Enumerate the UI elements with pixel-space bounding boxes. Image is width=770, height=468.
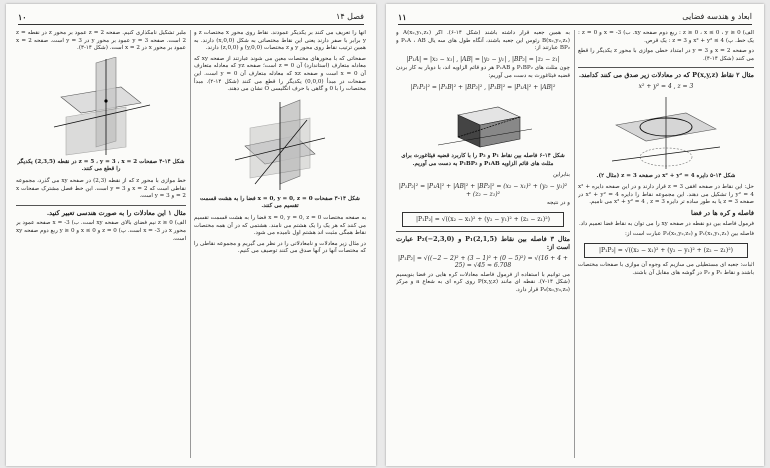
paragraph: چون مثلث های P₁BP₂ و P₁AB هر دو قائم الزاویه اند، با دوبار به کار بردن قضیه فیثاغورث به دست می آوریم: [396, 65, 570, 79]
paragraph: به صفحه مختصات x = 0, y = 0, z = 0 فضا را به هشت قسمت تقسیم می کنند که هر یک را یک هشتم می نامند. هشتمی که در آن همه مختصات نقاط همگی مثبت اند هشتم اول نامیده می شود. [194, 214, 366, 237]
figure-box-pythagoras [428, 95, 538, 151]
divider [16, 205, 186, 206]
equation: |P₁P₂|² = |P₁B|² + |BP₂|² , |P₁B|² = |P₁A|² + |AB|² [410, 83, 556, 91]
divider [396, 231, 570, 232]
page-header [18, 12, 364, 25]
figure-caption: شکل ۱۴-۴ صفحات z = 5 ، y = 3 ، x = 2 در نقطه (2,3,5) یکدیگر را قطع می کنند. [17, 158, 185, 173]
figure-three-planes [46, 57, 156, 157]
figure-caption: شکل ۱۴-۳ صفحات x = 0, y = 0, z = 0 فضا را به هشت قسمت تقسیم می کنند. [200, 195, 360, 210]
example-heading: مثال ۲ نقاط P(x,y,z) که در معادلات زیر صدق می کنند کدامند. [578, 71, 754, 80]
paragraph: حل: این نقاط در صفحه افقی z = 3 قرار دارند و در این صفحه دایره x² + y² = 4 را تشکیل می دهند. این مجموعه نقاط را دایره x² + y² = 4 در صفحه z = 3 یا به طور ساده تر دایره x² + y² = 4 , z = 3 می نامیم. [578, 184, 754, 206]
paragraph: صفحاتی که با محورهای مختصات معین می شوند عبارتند از صفحه xy که معادله متعارف (استاندارد) آن z = 0 است؛ صفحه yz که معادله متعارف آن x = 0 است و صفحه xz که معادله متعارف آن y = 0 است. این صفحات در مبدأ (0,0,0) یکدیگر را قطع می کنند (شکل ۱۴-۲). مبدأ مختصات را با 0 و گاهی با حرف انگلیسی O نشان می دهند. [194, 55, 366, 93]
example-heading: مثال ۳ فاصله بین نقاط P₁(2,1,5) و P₂(−2,3,0) عبارت است از: [396, 235, 570, 251]
divider [578, 67, 754, 68]
chapter-title: ابعاد و هندسه فضایی [682, 12, 752, 21]
equation: |P₁P₂|² = |P₁A|² + |AB|² + |BP₂|² = (x₂ − x₁)² + (y₂ − y₁)² + (z₂ − z₁)² [398, 182, 568, 198]
paragraph: اثبات: جعبه ای مستطیلی می سازیم که وجوه آن موازی با صفحات مختصات باشند و نقاط P₁ و P₂ در گوشه های مقابل آن باشند. [578, 262, 754, 276]
text-column [194, 30, 366, 460]
paragraph: ملبر تشکیل نامکذاری کنیم. صفحه z = 2 عمود بر محور z در نقطه z = 2 است. صفحه y = 3 عمود بر محور y در y = 3 است. صفحه x = 2 عمود بر محور x در x = 2 است. (شکل ۱۴-۳). [16, 30, 186, 52]
paragraph: الف) z ≥ 0 ، x ≤ 0 ، y ≥ 0 : ربع دوم صفحه xy. ب) x = -3 و z = 0 : یک خط. پ) x² + y² ≤ 4 و z = 3 : یک قرص. [578, 30, 754, 44]
equation: |P₁A| = |x₂ − x₁| , |AB| = |y₂ − y₁| , |BP₂| = |z₂ − z₁| [406, 55, 560, 63]
page-number: ۱۱ [398, 12, 407, 22]
right-page [386, 4, 764, 466]
figure-caption: شکل ۱۴-۶ فاصله بین نقاط P₁ و P₂ را با کاربرد قضیه فیثاغورث برای مثلث های قائم الزاویه P₁AB و P₁BP₂ به دست می آوریم. [401, 153, 565, 167]
paragraph: بنابراین [553, 172, 570, 179]
paragraph: به همین جعبه قرار داشته باشند (شکل ۱۴-۶). اگر A(x₂,y₁,z₁) و B(x₂,y₂,z₁) رئوس این جعبه باشند، آنگاه طول های سه یال P₁A ، AB و BP₂ عبارتند از: [396, 30, 570, 52]
paragraph: و در نتیجه [547, 200, 570, 207]
paragraph: می توانیم با استفاده از فرمول فاصله معادلات کره هایی در فضا بنویسیم (شکل ۱۴-۷). نقطه ای مانند P(x,y,z) روی کره ای به شعاع a و مرکز P₀(x₀,y₀,z₀) قرار دارد. [396, 271, 570, 293]
page-number: ۱۰ [18, 12, 27, 22]
paragraph: در مثال زیر معادلات و نامعادلاتی را در نظر می گیریم و مجموعه نقاطی را که مختصات آنها در آنها صدق می کنند توصیف می کنیم. [194, 240, 366, 255]
figure-coordinate-planes [225, 98, 335, 194]
text-column [396, 30, 570, 460]
figure-caption: شکل ۱۴-۵ دایره x² + y² = 4 در صفحه z = 3 (مثال ۲). [596, 172, 736, 179]
example-heading: مثال ۱ این معادلات را به صورت هندسی تعبیر کنید. [46, 208, 186, 217]
left-page [6, 4, 376, 466]
page-header [398, 12, 752, 25]
column-divider [574, 30, 575, 458]
equation: x² + y² = 4 , z = 3 [638, 82, 694, 90]
paragraph: فرمول فاصله بین دو نقطه در صفحه xy را می توان به نقاط فضا تعمیم داد. [578, 220, 754, 227]
paragraph: الف) z ≥ 0 نیم فضای بالای صفحه xy است. ب) x = -3 صفحه عمود بر محور x در x = -3 است. پ) z = 0 و x ≤ 0 و y ≥ 0 ربع دوم صفحه xy است. [16, 220, 186, 242]
paragraph: دو صفحه x = 2 و y = 3 در امتداد خطی موازی با محور z یکدیگر را قطع می کنند (شکل ۱۴-۴). [578, 48, 754, 62]
chapter-title: فصل ۱۴ [336, 12, 364, 21]
text-column [578, 30, 754, 460]
paragraph: آنها را تعریف می کنند بر یکدیگر عمودند. نقاط روی محور x مختصات z و y برابر با صفر دارند یعنی این نقاط مختصاتی به شکل (x,0,0) دارند. به همین ترتیب نقاط روی محور y و z مختصات (0,y,0) و (0,0,z) دارند. [194, 30, 366, 52]
column-divider [190, 30, 191, 458]
distance-formula-box: |P₁P₂| = √((x₂ − x₁)² + (y₂ − y₁)² + (z₂ − z₁)²) [584, 243, 748, 259]
distance-formula-box: |P₁P₂| = √((x₂ − x₁)² + (y₂ − y₁)² + (z₂ − z₁)²) [402, 212, 564, 228]
paragraph: فاصله بین P₁(x₁,y₁,z₁) و P₂(x₂,y₂,z₂) عبارت است از: [624, 231, 754, 238]
text-column [16, 30, 186, 460]
paragraph: خط موازی با محور z که از نقطه (2,3) در صفحه xy می گذرد، مجموعه نقاطی است که x = 2 و y = 3 است. این خط فصل مشترک صفحات x = 2 و y = 3 است. [16, 177, 186, 200]
section-heading: فاصله و کره ها در فضا [691, 208, 754, 217]
equation: |P₁P₂| = √((−2 − 2)² + (3 − 1)² + (0 − 5)²) = √(16 + 4 + 25) = √45 ≈ 6.708 [398, 254, 568, 270]
figure-circle-in-plane [606, 95, 726, 171]
